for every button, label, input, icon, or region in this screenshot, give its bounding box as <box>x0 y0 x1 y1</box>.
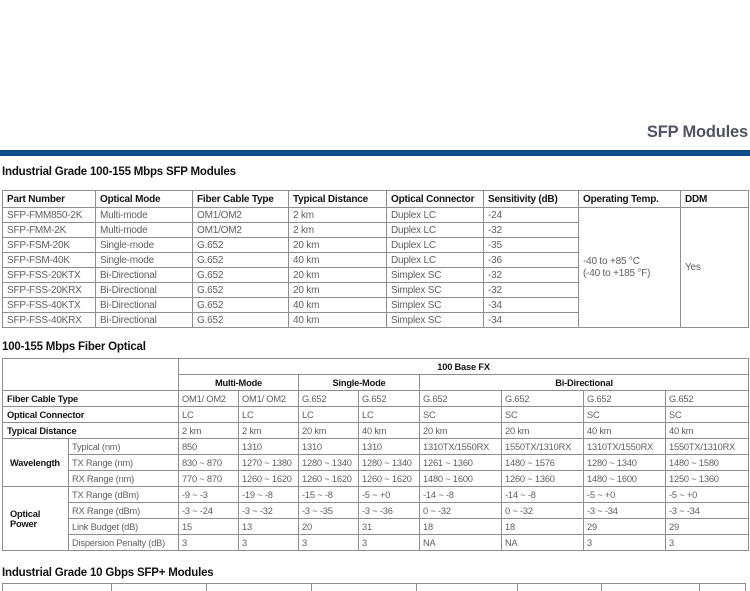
table-cell: -3 ~ -24 <box>179 503 239 519</box>
table-cell: Bi-Directional <box>96 283 193 298</box>
table-cell: -5 ~ +0 <box>666 487 749 503</box>
table-cell: 31 <box>359 519 420 535</box>
table-cell: -19 ~ -8 <box>239 487 299 503</box>
section3-heading: Industrial Grade 10 Gbps SFP+ Modules <box>2 567 214 579</box>
table-cell: -14 ~ -8 <box>420 487 502 503</box>
table-cell: 3 <box>299 535 359 551</box>
table-cell: 0 ~ -32 <box>420 503 502 519</box>
table-cell: 1280 ~ 1340 <box>359 455 420 471</box>
table-cell: -32 <box>484 283 579 298</box>
table-cell: SFP-FSS-20KTX <box>3 268 96 283</box>
operating-temp-line: (-40 to +185 °F) <box>583 267 651 279</box>
table-cell: Bi-Directional <box>96 268 193 283</box>
table-cell: -3 ~ -36 <box>359 503 420 519</box>
table-cell: 20 <box>299 519 359 535</box>
table-cell: SFP-FSS-40KRX <box>3 313 96 328</box>
table-row <box>3 208 749 223</box>
table-cell: -14 ~ -8 <box>502 487 584 503</box>
table-cell: SC <box>502 407 584 423</box>
table-cell: SFP-FSS-40KTX <box>3 298 96 313</box>
table-cell: OM1/OM2 <box>193 223 289 238</box>
column-header: Typical Distance <box>289 191 387 208</box>
table-cell: -34 <box>484 313 579 328</box>
table-cell: Bi-Directional <box>96 313 193 328</box>
table-cell: 20 km <box>289 283 387 298</box>
page-title: SFP Modules <box>646 123 748 141</box>
table-cell: 29 <box>584 519 666 535</box>
table-cell: 3 <box>359 535 420 551</box>
table-cell: Duplex LC <box>387 208 484 223</box>
table-cell: NA <box>420 535 502 551</box>
mode-header-cell: Bi-Directional <box>420 375 749 391</box>
accent-bar <box>0 150 750 156</box>
table-cell: SC <box>584 407 666 423</box>
table-cell: G.652 <box>193 253 289 268</box>
table-row <box>3 487 749 503</box>
table-cell: 830 ~ 870 <box>179 455 239 471</box>
column-divider <box>311 584 312 591</box>
column-divider <box>111 584 112 591</box>
table-cell: 40 km <box>359 423 420 439</box>
row-sublabel: Link Budget (dB) <box>69 519 179 535</box>
table-cell: 1261 ~ 1360 <box>420 455 502 471</box>
table-cell: G.652 <box>193 298 289 313</box>
table-cell: 15 <box>179 519 239 535</box>
table-cell: -3 ~ -34 <box>666 503 749 519</box>
table-cell: Duplex LC <box>387 238 484 253</box>
group-label: Optical Power <box>3 487 69 551</box>
row-label: Fiber Cable Type <box>3 391 179 407</box>
table-cell: 1260 ~ 1360 <box>502 471 584 487</box>
table-cell: Duplex LC <box>387 223 484 238</box>
row-sublabel: TX Range (dBm) <box>69 487 179 503</box>
table-cell: -3 ~ -32 <box>239 503 299 519</box>
table-cell: 20 km <box>502 423 584 439</box>
table-cell: Simplex SC <box>387 298 484 313</box>
table-cell: 1550TX/1310RX <box>502 439 584 455</box>
column-divider <box>206 584 207 591</box>
row-sublabel: TX Range (nm) <box>69 455 179 471</box>
table-cell: 20 km <box>289 268 387 283</box>
table-cell: LC <box>239 407 299 423</box>
table-cell: 18 <box>502 519 584 535</box>
table-cell: Simplex SC <box>387 268 484 283</box>
table-cell: Duplex LC <box>387 253 484 268</box>
table-cell: 1280 ~ 1340 <box>299 455 359 471</box>
table-cell: Single-mode <box>96 238 193 253</box>
column-header: Part Number <box>3 191 96 208</box>
table-cell: 40 km <box>289 253 387 268</box>
column-header: Fiber Cable Type <box>193 191 289 208</box>
next-table-stub <box>2 583 746 591</box>
row-sublabel: RX Range (nm) <box>69 471 179 487</box>
table-cell: Multi-mode <box>96 208 193 223</box>
sfp-modules-table <box>2 190 749 328</box>
table-cell: 3 <box>584 535 666 551</box>
table-cell: SFP-FMM850-2K <box>3 208 96 223</box>
table-cell: -35 <box>484 238 579 253</box>
column-divider <box>416 584 417 591</box>
column-header: DDM <box>681 191 749 208</box>
table-cell: -34 <box>484 298 579 313</box>
group-header-cell: 100 Base FX <box>179 359 749 375</box>
table-cell: 40 km <box>584 423 666 439</box>
corner-cell <box>3 359 179 391</box>
table-cell: SFP-FSM-20K <box>3 238 96 253</box>
table-cell: 0 ~ -32 <box>502 503 584 519</box>
table-cell: 2 km <box>289 223 387 238</box>
table-cell: G.652 <box>666 391 749 407</box>
table-row <box>3 407 749 423</box>
group-label: Wavelength <box>3 439 69 487</box>
operating-temp-cell <box>579 208 681 328</box>
table-cell: SFP-FMM-2K <box>3 223 96 238</box>
mode-header-cell: Multi-Mode <box>179 375 299 391</box>
table-cell: 1310 <box>299 439 359 455</box>
table-cell: 3 <box>179 535 239 551</box>
table-cell: Simplex SC <box>387 313 484 328</box>
table-cell: -5 ~ +0 <box>359 487 420 503</box>
table-cell: 40 km <box>666 423 749 439</box>
table-row <box>3 471 749 487</box>
table-cell: 1260 ~ 1620 <box>359 471 420 487</box>
table-cell: -15 ~ -8 <box>299 487 359 503</box>
row-sublabel: RX Range (dBm) <box>69 503 179 519</box>
table-cell: -24 <box>484 208 579 223</box>
table-cell: -36 <box>484 253 579 268</box>
table-cell: 20 km <box>420 423 502 439</box>
table-cell: SFP-FSM-40K <box>3 253 96 268</box>
table-cell: 1550TX/1310RX <box>666 439 749 455</box>
table-cell: G.652 <box>193 283 289 298</box>
column-header: Sensitivity (dB) <box>484 191 579 208</box>
table-cell: 1310TX/1550RX <box>420 439 502 455</box>
column-header: Optical Mode <box>96 191 193 208</box>
table-cell: G.652 <box>359 391 420 407</box>
table-cell: 3 <box>666 535 749 551</box>
mode-header-cell: Single-Mode <box>299 375 420 391</box>
table-cell: SC <box>420 407 502 423</box>
column-header: Optical Connector <box>387 191 484 208</box>
ddm-cell: Yes <box>681 208 749 328</box>
table-cell: 1250 ~ 1360 <box>666 471 749 487</box>
table-cell: G.652 <box>299 391 359 407</box>
table-row <box>3 439 749 455</box>
table-cell: -3 ~ -35 <box>299 503 359 519</box>
table-cell: Single-mode <box>96 253 193 268</box>
table-cell: 1480 ~ 1580 <box>666 455 749 471</box>
table-cell: 1270 ~ 1380 <box>239 455 299 471</box>
table-row <box>3 535 749 551</box>
row-sublabel: Dispersion Penalty (dB) <box>69 535 179 551</box>
fiber-optical-table <box>2 358 749 551</box>
section1-heading: Industrial Grade 100-155 Mbps SFP Modules <box>2 166 236 178</box>
table-cell: SC <box>666 407 749 423</box>
column-divider <box>699 584 700 591</box>
table-cell: 1310TX/1550RX <box>584 439 666 455</box>
column-header: Operating Temp. <box>579 191 681 208</box>
table-cell: G.652 <box>584 391 666 407</box>
row-label: Typical Distance <box>3 423 179 439</box>
table-row <box>3 455 749 471</box>
table-row <box>3 391 749 407</box>
section2-heading: 100-155 Mbps Fiber Optical <box>2 341 146 353</box>
table-cell: 2 km <box>289 208 387 223</box>
table-cell: 1310 <box>359 439 420 455</box>
table-cell: G.652 <box>420 391 502 407</box>
table-cell: LC <box>299 407 359 423</box>
table-cell: 20 km <box>289 238 387 253</box>
table-cell: 3 <box>239 535 299 551</box>
table-cell: 40 km <box>289 298 387 313</box>
table-cell: G.652 <box>193 313 289 328</box>
table-cell: 2 km <box>179 423 239 439</box>
table-cell: Simplex SC <box>387 283 484 298</box>
table-cell: 2 km <box>239 423 299 439</box>
table-cell: 1310 <box>239 439 299 455</box>
table-cell: NA <box>502 535 584 551</box>
column-divider <box>517 584 518 591</box>
table-cell: LC <box>179 407 239 423</box>
table-cell: -32 <box>484 223 579 238</box>
table-cell: 29 <box>666 519 749 535</box>
table-cell: LC <box>359 407 420 423</box>
table-header-row <box>3 359 749 375</box>
table-cell: 770 ~ 870 <box>179 471 239 487</box>
table-cell: G.652 <box>193 238 289 253</box>
row-sublabel: Typical (nm) <box>69 439 179 455</box>
table-cell: 40 km <box>289 313 387 328</box>
column-divider <box>601 584 602 591</box>
table-cell: 1260 ~ 1620 <box>239 471 299 487</box>
table-cell: -9 ~ -3 <box>179 487 239 503</box>
table-header-row <box>3 191 749 208</box>
table-cell: OM1/ OM2 <box>179 391 239 407</box>
table-cell: 20 km <box>299 423 359 439</box>
table-cell: OM1/ OM2 <box>239 391 299 407</box>
table-row <box>3 519 749 535</box>
table-row <box>3 423 749 439</box>
table-cell: 13 <box>239 519 299 535</box>
table-cell: G.652 <box>502 391 584 407</box>
table-cell: -5 ~ +0 <box>584 487 666 503</box>
table-cell: Bi-Directional <box>96 298 193 313</box>
table-cell: 1480 ~ 1600 <box>584 471 666 487</box>
table-cell: -32 <box>484 268 579 283</box>
table-cell: G.652 <box>193 268 289 283</box>
table-cell: 1280 ~ 1340 <box>584 455 666 471</box>
table-cell: OM1/OM2 <box>193 208 289 223</box>
table-cell: -3 ~ -34 <box>584 503 666 519</box>
table-cell: SFP-FSS-20KRX <box>3 283 96 298</box>
table-cell: 1480 ~ 1576 <box>502 455 584 471</box>
table-cell: 850 <box>179 439 239 455</box>
table-cell: Multi-mode <box>96 223 193 238</box>
table-cell: 1480 ~ 1600 <box>420 471 502 487</box>
table-cell: 18 <box>420 519 502 535</box>
row-label: Optical Connector <box>3 407 179 423</box>
table-cell: 1260 ~ 1620 <box>299 471 359 487</box>
table-row <box>3 503 749 519</box>
operating-temp-line: -40 to +85 °C <box>583 255 640 267</box>
